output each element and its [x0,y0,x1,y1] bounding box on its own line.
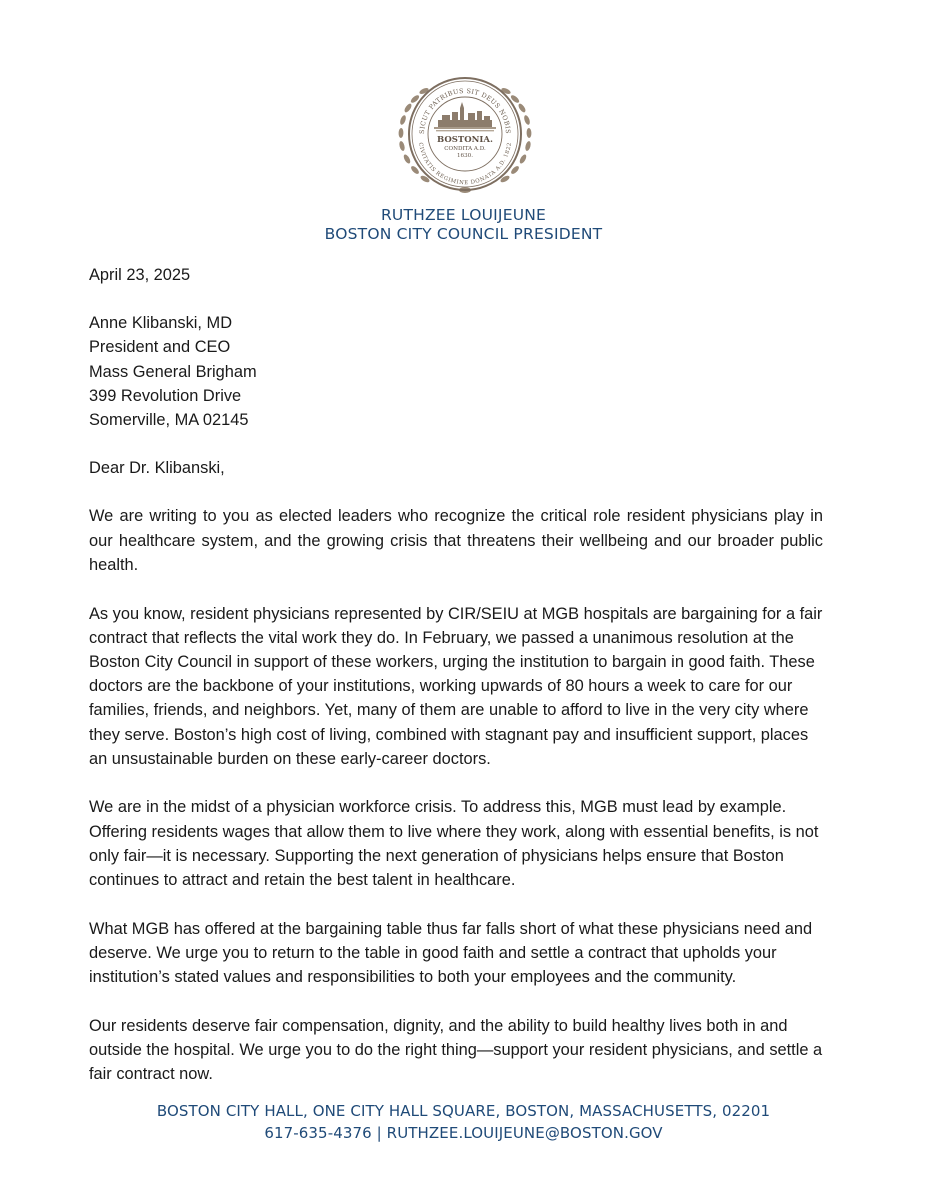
paragraph-2: As you know, resident physicians represented by CIR/SEIU at MGB hospitals are bargaining for a fair contract that reflects the vital work they do. In February, we passed a unanimous resolution at the Boston City Council in support of these workers, urging the institution to bargain in good faith. These doctors are the backbone of your institutions, working upwards of 80 hours a week to care for our families, friends, and neighbors. Yet, many of them are unable to afford to live in the very city where they serve. Boston’s high cost of living, combined with stagnant pay and insufficient support, places an unsustainable burden on these early-career doctors. [89,604,823,768]
letter-footer [0,1100,927,1144]
letter-date: April 23, 2025 [89,266,191,284]
paragraph-3: We are in the midst of a physician workforce crisis. To address this, MGB must lead by example. Offering residents wages that allow them to live where they work, along with essential benefits, is not only fair—it is necessary. Supporting the next generation of physicians helps ensure that Boston continues to attract and retain the best talent in healthcare. [89,798,819,890]
seal-name: BOSTONIA. [437,135,493,145]
recipient-name: Anne Klibanski, MD [89,314,233,333]
seal-motto-top: SICUT PATRIBUS SIT DEUS NOBIS [417,86,513,135]
recipient-address [89,311,823,432]
footer-contact: 617-635-4376 | RUTHZEE.LOUIJEUNE@BOSTON.GOV [264,1124,663,1142]
recipient-city: Somerville, MA 02145 [89,411,249,430]
letterhead [0,206,927,244]
city-seal-logo [386,68,544,200]
salutation: Dear Dr. Klibanski, [89,459,225,478]
paragraph-5: Our residents deserve fair compensation, dignity, and the ability to build healthy lives both in and outside the hospital. We urge you to do the right thing—support your resident physicians, and settle a fair contract now. [89,1016,823,1084]
sender-title: BOSTON CITY COUNCIL PRESIDENT [324,225,603,243]
paragraph-4: What MGB has offered at the bargaining table thus far falls short of what these physicians need and deserve. We urge you to return to the table in good faith and settle a contract that upholds your institution’s stated values and responsibilities to both your employees and the community. [89,919,813,987]
seal-motto-bottom: CIVITATIS REGIMINE DONATA A.D. 1822 [417,142,513,187]
recipient-organization: Mass General Brigham [89,362,257,381]
letter-body [89,263,823,1111]
recipient-title: President and CEO [89,338,231,357]
footer-address: BOSTON CITY HALL, ONE CITY HALL SQUARE, BOSTON, MASSACHUSETTS, 02201 [156,1102,771,1120]
seal-founded: CONDITA A.D. [444,146,486,152]
sender-name: RUTHZEE LOUIJEUNE [380,206,547,224]
paragraph-1: We are writing to you as elected leaders who recognize the critical role resident physicians play in our healthcare system, and the growing crisis that threatens their wellbeing and our broader public health. [89,507,823,574]
seal-founded-year: 1630. [456,153,474,159]
seal-skyline [434,102,496,131]
recipient-street: 399 Revolution Drive [89,386,242,405]
